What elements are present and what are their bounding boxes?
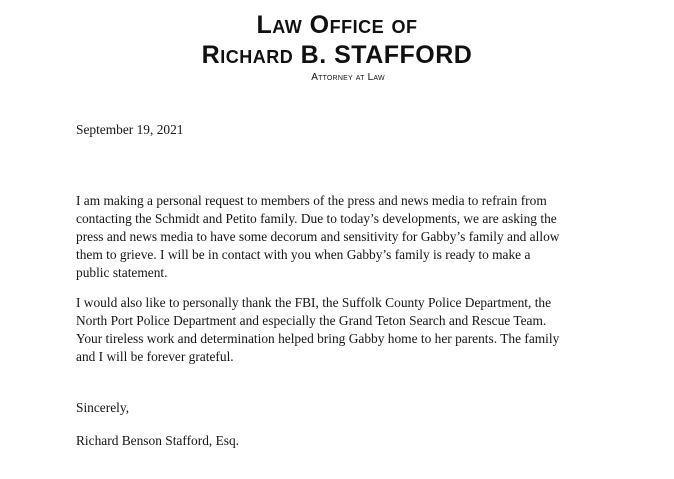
letterhead-attorney-name: Richard B. STAFFORD (201, 41, 473, 69)
paragraph-line: Your tireless work and determination helped bring Gabby home to her parents. The family (76, 331, 560, 347)
letter-paragraph-2 (76, 294, 559, 366)
paragraph-line: press and news media to have some decorum and sensitivity for Gabby’s family and allow (76, 229, 560, 245)
paragraph-line: I am making a personal request to members of the press and news media to refrain from (76, 193, 547, 208)
letter-date: September 19, 2021 (76, 122, 184, 137)
paragraph-line: North Port Police Department and especially the Grand Teton Search and Rescue Team. (76, 313, 547, 329)
letter-closing: Sincerely, (76, 400, 130, 415)
letterhead-firm-name: Law Office of (256, 11, 418, 39)
paragraph-line: them to grieve. I will be in contact with you when Gabby’s family is ready to make a (76, 247, 531, 263)
letter-paragraph-1 (76, 192, 559, 282)
letter-signature: Richard Benson Stafford, Esq. (76, 433, 240, 448)
letterhead-title: Attorney at Law (311, 72, 385, 83)
paragraph-line: and I will be forever grateful. (76, 349, 234, 365)
paragraph-line: public statement. (76, 265, 168, 281)
paragraph-line: contacting the Schmidt and Petito family. Due to today’s developments, we are asking the (76, 211, 557, 227)
paragraph-line: I would also like to personally thank the FBI, the Suffolk County Police Department, the (76, 295, 552, 310)
